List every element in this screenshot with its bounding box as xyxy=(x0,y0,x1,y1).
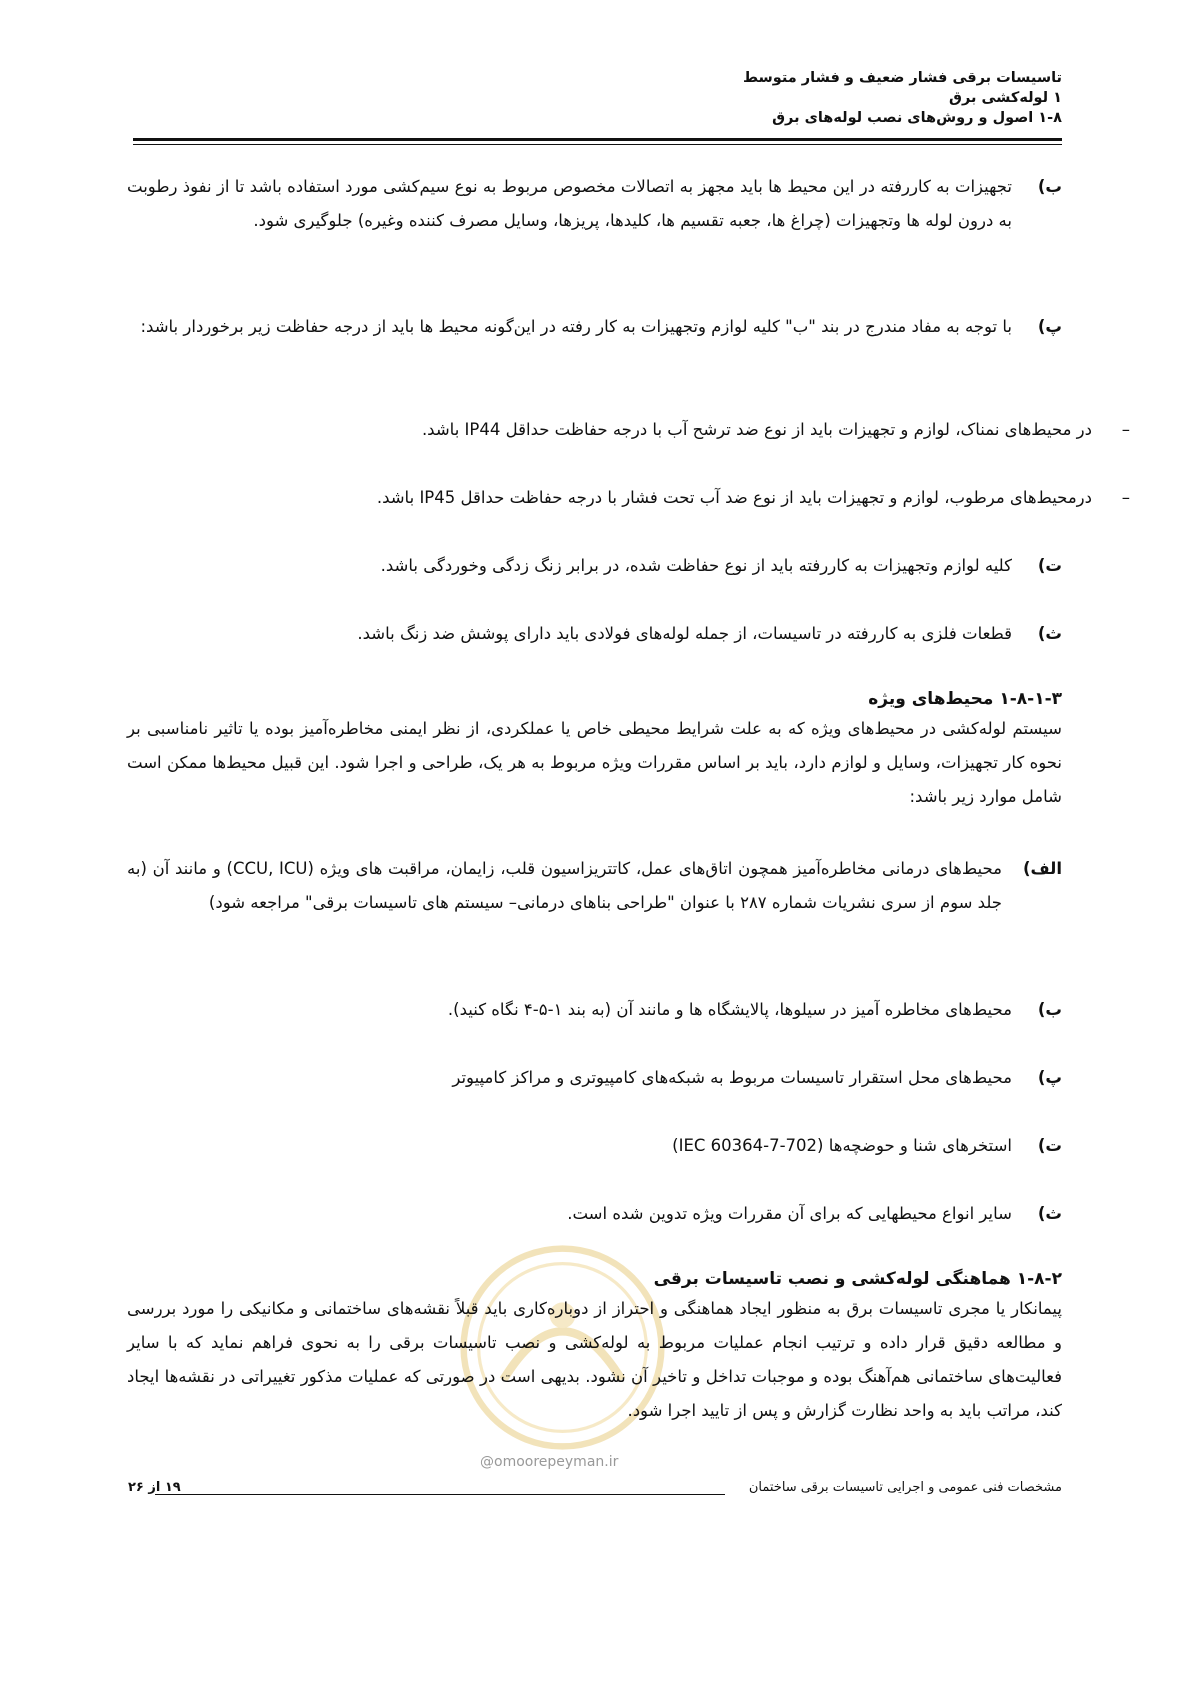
list-item-text: محیط‌های مخاطره آمیز در سیلوها، پالایشگاه ها و مانند آن (به بند ۱-۵-۴ نگاه کنید). xyxy=(447,1000,1012,1019)
page-number: ۱۹ از ۲۶ xyxy=(128,1480,181,1495)
section-heading-special: ۱-۸-۱-۳ محیط‌های ویژه xyxy=(868,689,1062,709)
list-item-label: الف) xyxy=(1022,859,1062,878)
list-item-th xyxy=(127,617,1062,651)
dash-mark: – xyxy=(1121,420,1130,439)
section-heading-coordination: ۱-۸-۲ هماهنگی لوله‌کشی و نصب تاسیسات برقی xyxy=(653,1269,1062,1289)
list-item-alef xyxy=(127,852,1062,920)
header-rule-thin xyxy=(133,144,1062,145)
section-paragraph-special: سیستم لوله‌کشی در محیط‌های ویژه که به علت شرایط محیطی خاص یا عملکردی، از نظر ایمنی مخاطره‌آمیز بوده یا تاثیر نامناسبی بر نحوه کار تجهیزات، وسایل و لوازم دارد، باید بر اساس مقررات ویژه مربوط به هر یک، طراحی و اجرا شود. این قبیل محیط‌ها ممکن است شامل موارد زیر باشد: xyxy=(127,719,1062,806)
header-chapter: ۱ لوله‌کشی برق xyxy=(948,90,1062,106)
list-item-text: کلیه لوازم وتجهیزات به کاررفته باید از نوع حفاظت شده، در برابر زنگ زدگی وخوردگی باشد. xyxy=(380,556,1012,575)
dash-item xyxy=(255,481,1190,515)
list-item-text: محیط‌های درمانی مخاطره‌آمیز همچون اتاق‌های عمل، کاتتریزاسیون قلب، زایمان، مراقبت های ویژه (CCU, ICU) و مانند آن (به جلد سوم از سری نشریات شماره ۲۸۷ با عنوان "طراحی بناهای درمانی– سیستم های تاسیسات برقی" مراجعه شود) xyxy=(127,859,1002,912)
list-item-label: پ) xyxy=(1037,317,1062,336)
dash-mark: – xyxy=(1121,488,1130,507)
footer-rule xyxy=(155,1494,725,1495)
list-item-label: ب) xyxy=(1037,177,1062,196)
list-item-text: با توجه به مفاد مندرج در بند "ب" کلیه لوازم وتجهیزات به کار رفته در این‌گونه محیط ها باید از درجه حفاظت زیر برخوردار باشد: xyxy=(140,317,1012,336)
dash-item xyxy=(255,413,1190,447)
list-item-label: ث) xyxy=(1037,624,1062,643)
page-header xyxy=(122,68,1062,128)
list-item-t2 xyxy=(127,1129,1062,1163)
dash-text: درمحیط‌های مرطوب، لوازم و تجهیزات باید از نوع ضد آب تحت فشار با درجه حفاظت حداقل IP45 باشد. xyxy=(376,488,1092,507)
list-item-text: تجهیزات به کاررفته در این محیط ها باید مجهز به اتصالات مخصوص مربوط به نوع سیم‌کشی مورد استفاده باشد تا از نفوذ رطوبت به درون لوله ها وتجهیزات (چراغ ها، جعبه تقسیم ها، کلیدها، پریزها، وسایل مصرف کننده وغیره) جلوگیری شود. xyxy=(127,177,1012,230)
list-item-label: ت) xyxy=(1037,556,1062,575)
section-paragraph-coordination: پیمانکار یا مجری تاسیسات برق به منظور ایجاد هماهنگی و احتراز از دوباره‌کاری باید قبلاً نقشه‌های ساختمانی و مکانیکی را مورد بررسی و مطالعه دقیق قرار داده و ترتیب انجام عملیات مربوط به لوله‌کشی و نصب تاسیسات برقی را به نحوی فراهم نماید که با سایر فعالیت‌های ساختمانی هم‌آهنگ بوده و موجبات تداخل و تاخیر آن نشود. بدیهی است در صورتی که عملیات مذکور تغییراتی در نقشه‌ها ایجاد کند، مراتب باید به واحد نظارت گزارش و پس از تایید اجرا شود. xyxy=(127,1299,1062,1420)
at-icon: @ xyxy=(480,1454,494,1470)
dash-text: در محیط‌های نمناک، لوازم و تجهیزات باید از نوع ضد ترشح آب با درجه حفاظت حداقل IP44 باشد. xyxy=(421,420,1092,439)
footer-title: مشخصات فنی عمومی و اجرایی تاسیسات برقی ساختمان xyxy=(748,1480,1062,1495)
header-title: تاسیسات برقی فشار ضعیف و فشار متوسط xyxy=(742,70,1062,86)
list-item-p2 xyxy=(127,1061,1062,1095)
list-item-label: پ) xyxy=(1037,1068,1062,1087)
list-item-th2 xyxy=(127,1197,1062,1231)
watermark-url: @omoorepeyman.ir xyxy=(480,1454,619,1470)
list-item-text: قطعات فلزی به کاررفته در تاسیسات، از جمله لوله‌های فولادی باید دارای پوشش ضد زنگ باشد. xyxy=(357,624,1012,643)
list-item-p xyxy=(127,310,1062,344)
header-section: ۱-۸ اصول و روش‌های نصب لوله‌های برق xyxy=(772,110,1062,126)
header-rule xyxy=(133,138,1062,141)
list-item-label: ث) xyxy=(1037,1204,1062,1223)
list-item-label: ت) xyxy=(1037,1136,1062,1155)
list-item-t xyxy=(127,549,1062,583)
list-item-b2 xyxy=(127,993,1062,1027)
list-item-label: ب) xyxy=(1037,1000,1062,1019)
list-item-b xyxy=(127,170,1062,238)
list-item-text: استخرهای شنا و حوضچه‌ها (IEC 60364-7-702) xyxy=(672,1136,1012,1155)
list-item-text: سایر انواع محیطهایی که برای آن مقررات ویژه تدوین شده است. xyxy=(567,1204,1012,1223)
list-item-text: محیط‌های محل استقرار تاسیسات مربوط به شبکه‌های کامپیوتری و مراکز کامپیوتر xyxy=(452,1068,1012,1087)
